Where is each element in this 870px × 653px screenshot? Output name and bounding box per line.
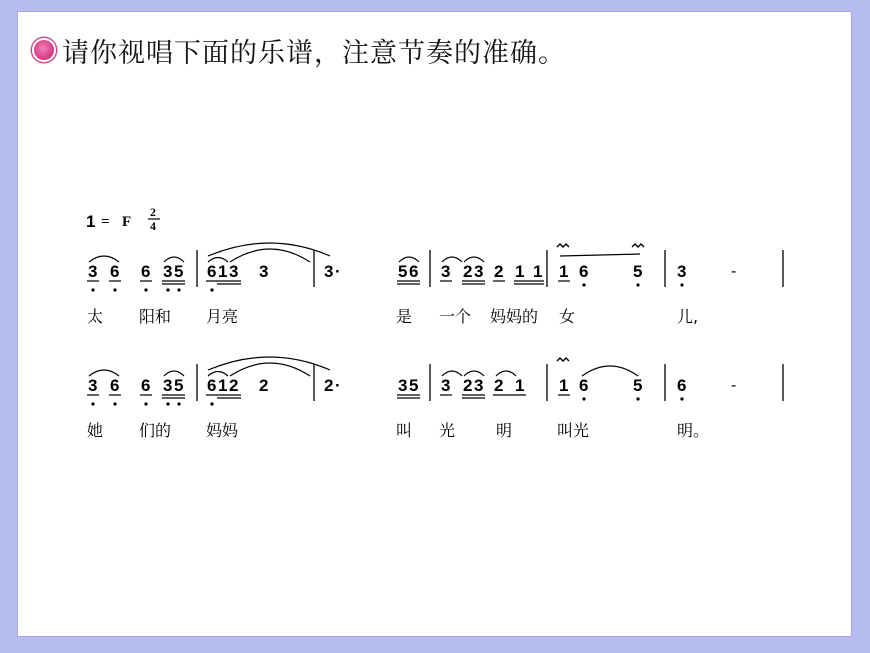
note: 6 — [207, 376, 217, 395]
note: 2 — [229, 376, 239, 395]
note: 2 — [463, 376, 473, 395]
lyric: 妈妈 — [206, 421, 239, 440]
key-equals: = — [101, 214, 110, 230]
lyric: 是 — [396, 307, 413, 326]
note: 6 — [141, 376, 151, 395]
note: 1 — [515, 262, 525, 281]
note: 3 — [324, 262, 334, 281]
note: 3 — [474, 376, 484, 395]
lyric: 光 — [439, 421, 456, 440]
note: 3 — [163, 376, 173, 395]
note: 2 — [463, 262, 473, 281]
note-dash: - — [731, 263, 737, 280]
time-top: 2 — [150, 205, 156, 219]
note: 6 — [110, 376, 120, 395]
note: 1 — [559, 376, 569, 395]
note: 3 — [474, 262, 484, 281]
key-tonic: 1 — [86, 212, 96, 231]
key-name: F — [122, 214, 132, 230]
note: 3 — [677, 262, 687, 281]
lyric: 儿, — [677, 307, 699, 326]
note: 3 — [441, 376, 451, 395]
lyric: 叫光 — [557, 421, 590, 440]
note: 5 — [398, 262, 408, 281]
note: 1 — [218, 376, 228, 395]
note: 5 — [174, 262, 184, 281]
note: 5 — [633, 376, 643, 395]
note: 2 — [324, 376, 334, 395]
lyric: 妈妈的 — [490, 307, 539, 326]
note: 2 — [259, 376, 269, 395]
note: 5 — [174, 376, 184, 395]
note: 3 — [398, 376, 408, 395]
note: 3 — [163, 262, 173, 281]
lyric: 叫 — [396, 421, 413, 440]
lyric: 明 — [496, 421, 513, 440]
note: 1 — [515, 376, 525, 395]
note: 2 — [494, 262, 504, 281]
mordent-icon — [557, 244, 569, 247]
note: 5 — [633, 262, 643, 281]
note: 6 — [409, 262, 419, 281]
note: 6 — [579, 262, 589, 281]
time-bottom: 4 — [150, 219, 156, 233]
lyric: 月亮 — [206, 307, 239, 326]
note-dash: - — [731, 377, 737, 394]
note-dot: · — [335, 262, 341, 281]
score-line-2 — [87, 357, 783, 440]
note: 5 — [409, 376, 419, 395]
mordent-icon — [632, 244, 644, 247]
heading-text: 请你视唱下面的乐谱，注意节奏的准确。 — [62, 37, 566, 69]
score-line-1 — [87, 243, 783, 326]
note: 2 — [494, 376, 504, 395]
note: 1 — [559, 262, 569, 281]
note: 1 — [533, 262, 543, 281]
note: 6 — [141, 262, 151, 281]
key-signature — [86, 205, 160, 233]
lyric: 阳和 — [139, 307, 172, 326]
lyric: 明。 — [677, 421, 710, 440]
note: 6 — [677, 376, 687, 395]
lyric: 她 — [87, 421, 104, 440]
note: 3 — [88, 262, 98, 281]
note: 3 — [259, 262, 269, 281]
lyric: 们的 — [139, 421, 172, 440]
note: 3 — [441, 262, 451, 281]
lyric: 太 — [87, 307, 104, 326]
note-dot: · — [335, 376, 341, 395]
note: 1 — [218, 262, 228, 281]
note: 6 — [110, 262, 120, 281]
lyric: 一个 — [439, 307, 472, 326]
mordent-icon — [557, 358, 569, 361]
note: 6 — [579, 376, 589, 395]
note: 3 — [229, 262, 239, 281]
lyric: 女 — [559, 307, 576, 326]
note: 3 — [88, 376, 98, 395]
note: 6 — [207, 262, 217, 281]
